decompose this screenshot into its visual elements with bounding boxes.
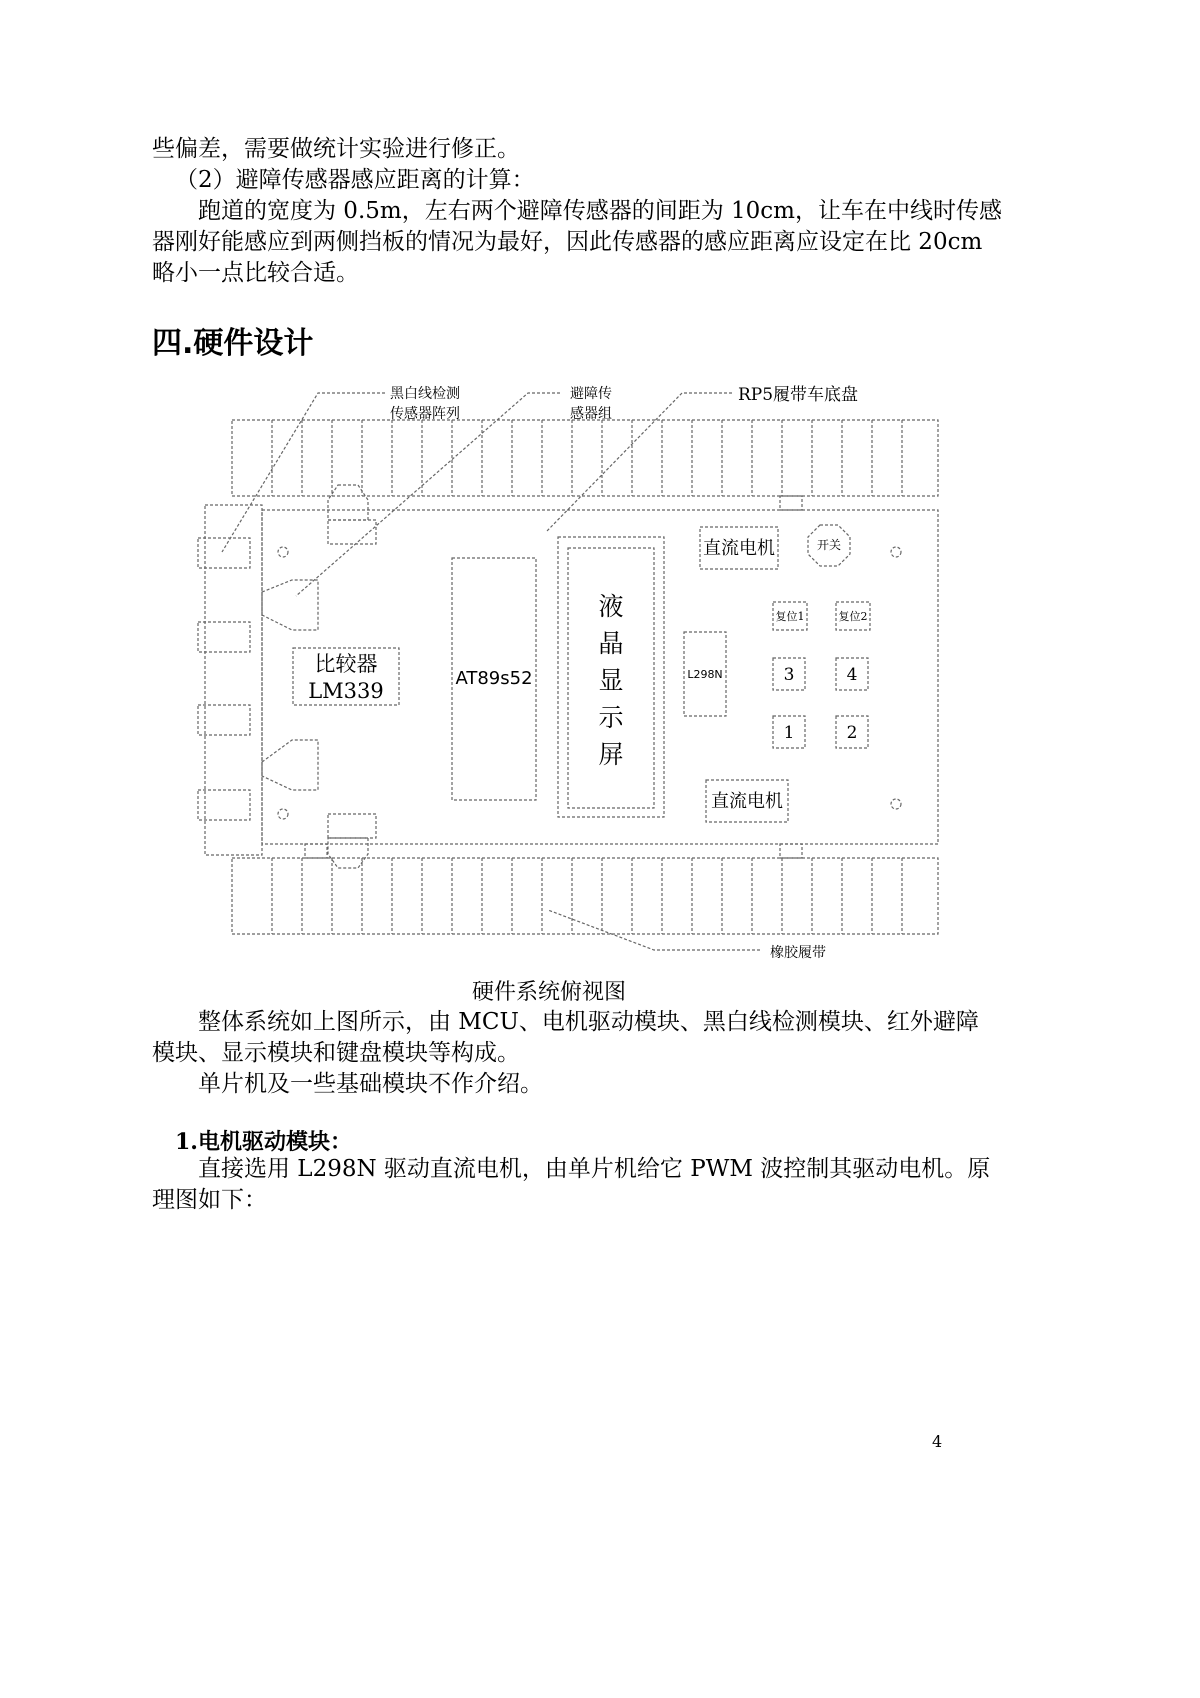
line-sensor-4 [198,790,250,820]
mcu-label: AT89s52 [455,668,533,689]
label-sensor-array-line2: 传感器阵列 [390,406,460,422]
line-sensor-1 [198,538,250,568]
line-sensor-3 [198,705,250,735]
paragraph-line: （2）避障传感器感应距离的计算： [175,167,535,193]
label-avoid-sensors-line1: 避障传 [570,386,612,402]
lcd-char: 屏 [598,740,624,769]
avoid-sensor-top [328,485,368,520]
switch-label: 开关 [816,538,842,552]
paragraph-line: 单片机及一些基础模块不作介绍。 [198,1071,543,1097]
paragraph-line: 略小一点比较合适。 [152,260,359,286]
key2-label: 2 [846,723,858,743]
paragraph-line: 跑道的宽度为 0.5m，左右两个避障传感器的间距为 10cm，让车在中线时传感 [198,198,1002,224]
subsection-title: 1.电机驱动模块： [175,1129,352,1155]
section-title: 四.硬件设计 [152,326,314,361]
paragraph-line: 器刚好能感应到两侧挡板的情况为最好，因此传感器的感应距离应设定在比 20cm [152,229,983,255]
bottom-track-cleats [272,858,902,934]
leader-rubber-track [548,910,760,950]
reset1-label: 复位1 [775,610,805,623]
label-chassis: RP5履带车底盘 [738,385,859,405]
leader-sensor-array [222,393,385,552]
comparator-label-line1: 比较器 [314,652,378,676]
key4-label: 4 [846,665,858,685]
label-rubber-track: 橡胶履带 [770,945,826,961]
paragraph-line: 模块、显示模块和键盘模块等构成。 [152,1040,520,1066]
lcd-char: 液 [598,592,624,621]
front-bumper [205,505,262,855]
bottom-track [232,858,938,934]
top-track-cleats [272,420,902,496]
paragraph-line: 直接选用 L298N 驱动直流电机，由单片机给它 PWM 波控制其驱动电机。原 [198,1156,991,1182]
reset2-label: 复位2 [838,610,868,623]
figure-caption: 硬件系统俯视图 [472,980,627,1005]
paragraph-line: 整体系统如上图所示，由 MCU、电机驱动模块、黑白线检测模块、红外避障 [198,1009,979,1035]
motor-bottom-label: 直流电机 [711,791,783,812]
label-avoid-sensors-line2: 感器组 [570,406,612,422]
key1-label: 1 [783,723,795,743]
comparator-label-line2: LM339 [308,679,384,703]
label-sensor-array-line1: 黑白线检测 [390,386,460,402]
line-sensor-2 [198,622,250,652]
leader-avoid [296,393,560,596]
key3-label: 3 [783,665,795,685]
driver-label: L298N [687,668,723,681]
paragraph-line: 些偏差，需要做统计实验进行修正。 [152,136,520,162]
page-number: 4 [932,1432,943,1451]
paragraph-line: 理图如下： [152,1187,267,1213]
lcd-char: 显 [598,666,624,695]
lcd-char: 晶 [598,629,624,658]
lcd-char: 示 [598,703,624,732]
motor-top-label: 直流电机 [703,538,775,559]
